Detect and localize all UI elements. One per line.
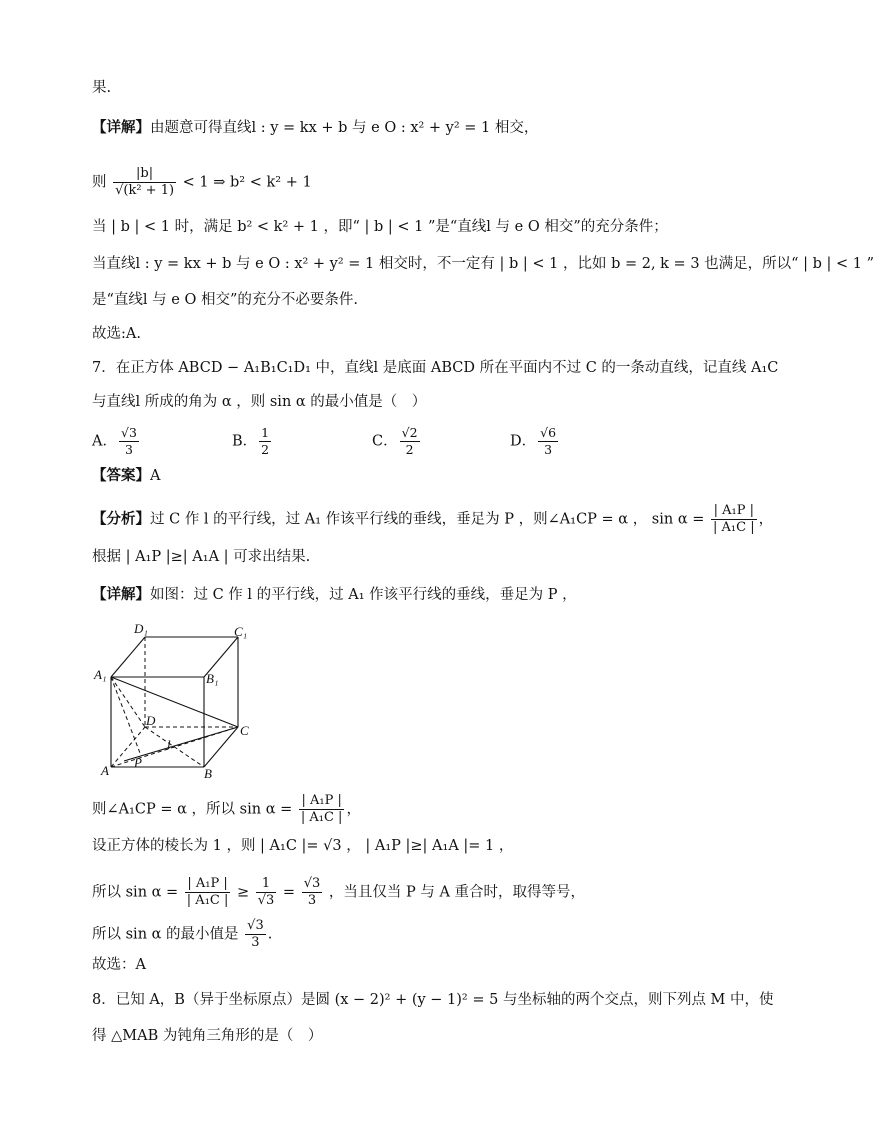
fraction — [245, 918, 266, 951]
answer-line — [92, 466, 160, 486]
text-line: 设正方体的棱长为 1 ，则 | A₁C |= √3 ， | A₁P |≥| A₁A |= 1 ， — [92, 838, 514, 854]
option-label: A． — [92, 433, 117, 450]
numerator: | A₁P | — [711, 503, 757, 520]
text-fragment: = — [282, 884, 296, 901]
detail-line — [92, 585, 577, 605]
denominator: √3 — [257, 893, 275, 908]
fraction — [711, 503, 757, 536]
text-line: 故选:A. — [92, 326, 141, 342]
analysis-line — [92, 503, 773, 536]
text-fragment: 所以 sin α = — [92, 884, 179, 901]
denominator: | A₁C | — [186, 893, 229, 908]
text-fragment: ，当且仅当 P 与 A 重合时，取得等号， — [328, 884, 586, 901]
segment-a1-p — [111, 677, 140, 753]
label-a: A — [101, 763, 109, 778]
segment-a1-c — [111, 677, 238, 727]
denominator: 3 — [544, 442, 553, 457]
text-fragment: 则∠A₁CP = α ，所以 sin α = — [92, 801, 293, 818]
option-a — [92, 425, 141, 458]
label-a1: A₁ — [94, 667, 107, 682]
segment-a1-d — [111, 677, 145, 727]
text-fragment: ≥ — [236, 884, 250, 901]
label-b1: B₁ — [206, 671, 219, 686]
numerator: √3 — [247, 918, 264, 933]
math-line — [92, 166, 312, 199]
numerator: |b| — [113, 166, 176, 183]
text-fragment: ， — [346, 801, 361, 818]
edge-b-c — [204, 727, 238, 767]
question-8-line-2: 得 △MAB 为钝角三角形的是（ ） — [92, 1028, 323, 1044]
denominator: 3 — [307, 893, 317, 908]
option-label: B． — [232, 433, 258, 450]
fraction — [113, 166, 176, 199]
answer-tag: 【答案】 — [92, 468, 150, 484]
text-fragment: ， — [758, 511, 774, 528]
detail-line — [92, 118, 538, 138]
numerator: √2 — [401, 425, 418, 440]
detail-tag: 【详解】 — [92, 120, 150, 136]
denominator: 3 — [251, 935, 260, 950]
denominator: 2 — [261, 442, 270, 457]
denominator: | A₁C | — [300, 810, 343, 825]
numerator: 1 — [261, 425, 270, 440]
answer-value: A — [150, 468, 161, 484]
text-line: 故选：A — [92, 957, 146, 973]
text-fragment: 所以 sin α 的最小值是 — [92, 926, 239, 943]
math-line — [92, 793, 361, 826]
analysis-text: 过 C 作 l 的平行线，过 A₁ 作该平行线的垂线，垂足为 P ，则∠A₁CP = α ， sin α = — [150, 511, 705, 528]
text-fragment: . — [267, 926, 273, 943]
text-line: 当 | b | < 1 时，满足 b² < k² + 1 ，即“ | b | < 1 ”是“直线l 与 e O 相交”的充分条件； — [92, 219, 668, 235]
fraction — [400, 425, 420, 458]
denominator: √(k² + 1) — [115, 183, 175, 198]
fraction — [538, 425, 558, 458]
question-8-line-1: 8．已知 A，B（异于坐标原点）是圆 (x − 2)² + (y − 1)² = 5 与坐标轴的两个交点，则下列点 M 中，使 — [92, 992, 774, 1008]
numerator: √3 — [120, 425, 137, 440]
label-b: B — [204, 766, 212, 781]
fraction — [119, 425, 139, 458]
label-l: l — [167, 737, 171, 752]
segment-a-c — [111, 727, 238, 767]
detail-text: 由题意可得直线l : y = kx + b 与 e O : x² + y² = 1 相交， — [150, 120, 539, 136]
option-label: C． — [372, 433, 398, 450]
option-d — [510, 425, 560, 458]
label-c: C — [240, 723, 249, 738]
option-c — [372, 425, 422, 458]
text-line: 当直线l : y = kx + b 与 e O : x² + y² = 1 相交时，不一定有 | b | < 1 ，比如 b = 2, k = 3 也满足，所以“ | b | < 1 ” — [92, 256, 874, 272]
numerator: √3 — [303, 876, 321, 891]
text-fragment: < 1 ⇒ b² < k² + 1 — [182, 174, 312, 191]
label-d: D — [146, 713, 156, 728]
cube-figure — [92, 615, 262, 785]
text-line: 果. — [92, 80, 112, 96]
text-line: 是“直线l 与 e O 相交”的充分不必要条件. — [92, 292, 358, 308]
denominator: 3 — [124, 442, 133, 457]
question-7-line-2: 与直线l 所成的角为 α ，则 sin α 的最小值是（ ） — [92, 394, 427, 410]
math-line — [92, 876, 585, 909]
question-7-line-1: 7．在正方体 ABCD − A₁B₁C₁D₁ 中，直线l 是底面 ABCD 所在平面内不过 C 的一条动直线，记直线 A₁C — [92, 360, 779, 376]
detail-text: 如图：过 C 作 l 的平行线，过 A₁ 作该平行线的垂线，垂足为 P ， — [150, 587, 577, 603]
numerator: √6 — [540, 425, 557, 440]
fraction — [259, 425, 271, 458]
numerator: | A₁P | — [185, 876, 231, 893]
fraction — [256, 876, 277, 909]
denominator: 2 — [405, 442, 414, 457]
numerator: | A₁P | — [299, 793, 345, 810]
fraction — [299, 793, 345, 826]
math-line — [92, 918, 272, 951]
detail-tag: 【详解】 — [92, 587, 150, 603]
denominator: | A₁C | — [713, 520, 755, 535]
edge-a1-d1 — [111, 637, 145, 677]
fraction — [185, 876, 231, 909]
label-p: P — [134, 755, 142, 770]
analysis-tag: 【分析】 — [92, 511, 150, 528]
fraction — [302, 876, 323, 909]
label-c1: C₁ — [234, 624, 248, 639]
option-label: D． — [510, 433, 537, 450]
text-line: 根据 | A₁P |≥| A₁A | 可求出结果. — [92, 549, 311, 565]
text-fragment: 则 — [92, 174, 107, 191]
option-b — [232, 425, 273, 458]
label-d1: D₁ — [134, 621, 148, 636]
numerator: 1 — [256, 876, 277, 893]
